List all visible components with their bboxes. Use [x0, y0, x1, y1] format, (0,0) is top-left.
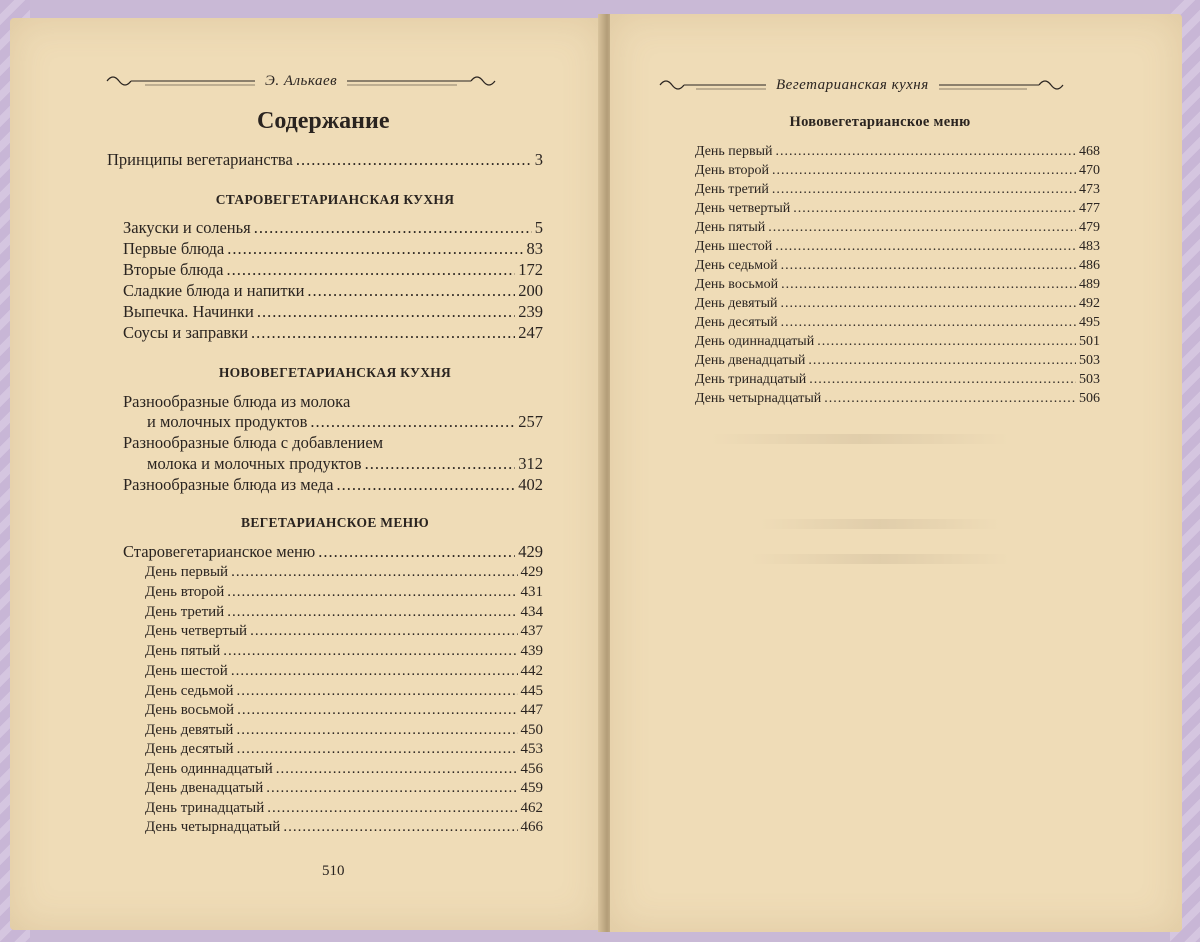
ornamental-rule-icon	[347, 72, 497, 90]
show-through-text	[710, 434, 1010, 444]
toc-entry[interactable]: молока и молочных продуктов ..... 312	[147, 454, 543, 474]
toc-day-entry[interactable]: День пятый ..... 439	[145, 643, 543, 660]
show-through-text	[750, 554, 1010, 564]
section-heading: ВЕГЕТАРИАНСКОЕ МЕНЮ	[241, 515, 429, 530]
toc-entry[interactable]: Соусы и заправки ..... 247	[123, 323, 543, 343]
toc-entry[interactable]: Разнообразные блюда из меда ..... 402	[123, 475, 543, 495]
toc-day-entry[interactable]: День второй ..... 431	[145, 584, 543, 601]
section-heading: НОВОВЕГЕТАРИАНСКАЯ КУХНЯ	[218, 365, 452, 380]
toc-day-entry[interactable]: День первый ..... 429	[145, 564, 543, 581]
toc-day-entry[interactable]: День третий ..... 473	[695, 182, 1100, 198]
toc-day-entry[interactable]: День девятый ..... 492	[695, 296, 1100, 312]
toc-day-entry[interactable]: День четырнадцатый ..... 466	[145, 819, 543, 836]
section-heading: Нововегетарианское меню	[789, 114, 971, 130]
ornamental-rule-icon	[105, 72, 255, 90]
toc-day-entry[interactable]: День седьмой ..... 486	[695, 258, 1100, 274]
right-running-header	[658, 76, 1064, 94]
toc-day-entry[interactable]: День четвертый ..... 437	[145, 623, 543, 640]
toc-day-entry[interactable]: День шестой ..... 483	[695, 239, 1100, 255]
left-running-header	[105, 72, 497, 90]
toc-entry[interactable]: и молочных продуктов ..... 257	[147, 412, 543, 432]
toc-day-entry[interactable]: День тринадцатый ..... 462	[145, 800, 543, 817]
toc-day-entry[interactable]: День шестой ..... 442	[145, 663, 543, 680]
toc-day-entry[interactable]: День седьмой ..... 445	[145, 683, 543, 700]
toc-day-entry[interactable]: День тринадцатый ..... 503	[695, 372, 1100, 388]
toc-day-entry[interactable]: День первый ..... 468	[695, 144, 1100, 160]
toc-day-entry[interactable]: День четырнадцатый ..... 506	[695, 391, 1100, 407]
left-header-text: Э. Алькаев	[265, 72, 338, 89]
toc-day-entry[interactable]: День двенадцатый ..... 459	[145, 780, 543, 797]
toc-day-entry[interactable]: День одиннадцатый ..... 456	[145, 761, 543, 778]
toc-day-entry[interactable]: День третий ..... 434	[145, 604, 543, 621]
ornamental-rule-icon	[658, 76, 766, 94]
right-page	[610, 14, 1182, 932]
toc-day-entry[interactable]: День одиннадцатый ..... 501	[695, 334, 1100, 350]
toc-day-entry[interactable]: День девятый ..... 450	[145, 722, 543, 739]
toc-day-entry[interactable]: День пятый ..... 479	[695, 220, 1100, 236]
toc-day-entry[interactable]: День двенадцатый ..... 503	[695, 353, 1100, 369]
toc-entry[interactable]: Закуски и соленья ..... 5	[123, 218, 543, 238]
right-header-text: Вегетарианская кухня	[776, 76, 929, 93]
toc-entry[interactable]: Сладкие блюда и напитки ..... 200	[123, 281, 543, 301]
toc-entry[interactable]: Выпечка. Начинки ..... 239	[123, 302, 543, 322]
toc-day-entry[interactable]: День десятый ..... 495	[695, 315, 1100, 331]
ornamental-rule-icon	[939, 76, 1064, 94]
toc-entry[interactable]: Старовегетарианское меню ..... 429	[123, 542, 543, 562]
toc-day-entry[interactable]: День восьмой ..... 489	[695, 277, 1100, 293]
toc-entry-line1[interactable]: Разнообразные блюда с добавлением	[123, 433, 384, 452]
page-number: 510	[322, 863, 345, 879]
toc-day-entry[interactable]: День восьмой ..... 447	[145, 702, 543, 719]
toc-day-entry[interactable]: День десятый ..... 453	[145, 741, 543, 758]
toc-day-entry[interactable]: День четвертый ..... 477	[695, 201, 1100, 217]
show-through-text	[760, 519, 1000, 529]
toc-day-entry[interactable]: День второй ..... 470	[695, 163, 1100, 179]
toc-entry[interactable]: Принципы вегетарианства ..... 3	[107, 150, 543, 170]
left-page	[10, 18, 602, 930]
section-heading: СТАРОВЕГЕТАРИАНСКАЯ КУХНЯ	[215, 192, 455, 207]
toc-entry[interactable]: Вторые блюда ..... 172	[123, 260, 543, 280]
toc-entry-line1[interactable]: Разнообразные блюда из молока	[123, 392, 351, 411]
page-title: Содержание	[257, 108, 390, 134]
toc-entry[interactable]: Первые блюда ..... 83	[123, 239, 543, 259]
